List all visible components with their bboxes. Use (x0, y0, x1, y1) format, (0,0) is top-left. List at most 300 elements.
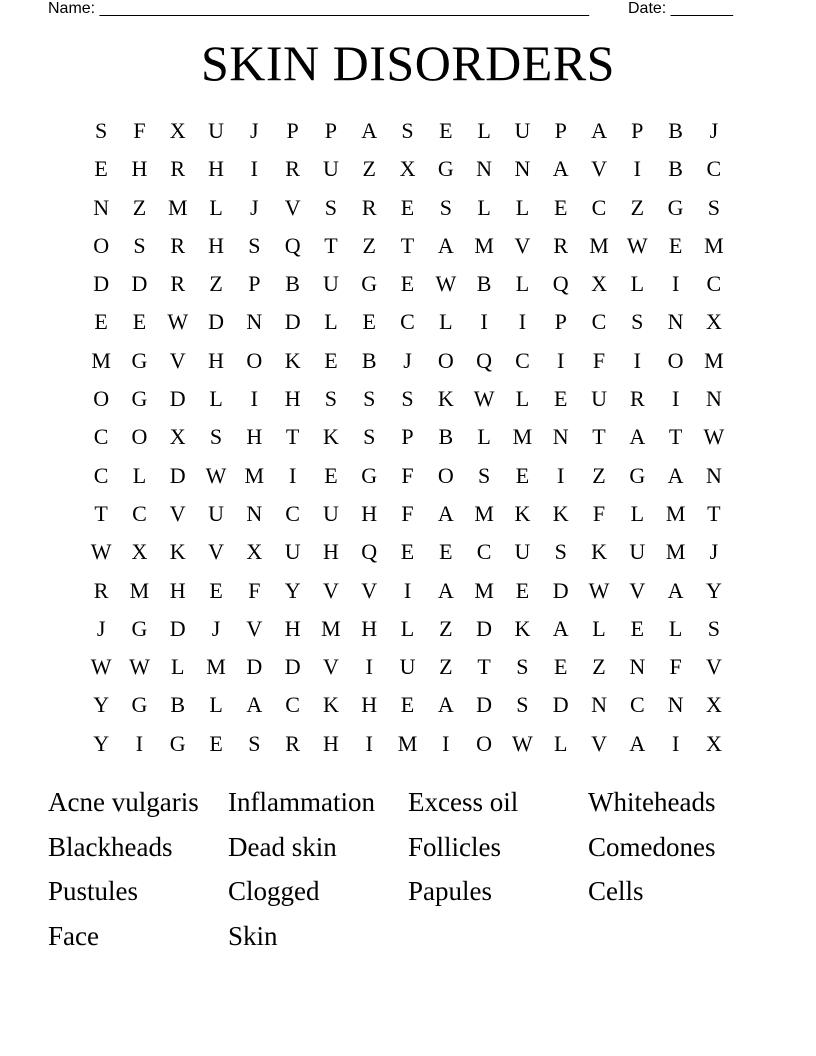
grid-letter: N (667, 692, 684, 718)
grid-letter: H (361, 692, 378, 718)
grid-letter: F (669, 654, 682, 680)
grid-letter: E (400, 539, 415, 565)
grid-letter: Z (209, 271, 223, 297)
grid-letter: M (244, 462, 265, 488)
word-list-item: Inflammation (228, 787, 375, 817)
grid-letter: I (403, 577, 412, 603)
grid-letter: B (361, 347, 377, 373)
grid-letter: L (132, 462, 147, 488)
grid-row (82, 495, 733, 533)
grid-letter: O (93, 386, 110, 412)
grid-letter: V (322, 577, 339, 603)
grid-letter: E (630, 615, 645, 641)
grid-letter: N (552, 424, 569, 450)
grid-letter: M (321, 615, 341, 641)
grid-row (82, 112, 733, 150)
grid-letter: W (588, 577, 610, 603)
grid-letter: T (400, 232, 415, 258)
grid-letter: G (131, 347, 148, 373)
grid-letter: L (477, 424, 491, 450)
grid-letter: D (476, 692, 493, 718)
grid-letter: S (324, 386, 338, 412)
grid-letter: R (170, 156, 186, 182)
grid-letter: H (169, 577, 186, 603)
grid-row (82, 189, 733, 227)
grid-letter: A (667, 462, 684, 488)
grid-letter: U (208, 500, 224, 526)
grid-letter: Y (93, 692, 110, 718)
grid-letter: L (592, 615, 606, 641)
grid-letter: C (93, 424, 109, 450)
grid-letter: U (591, 386, 607, 412)
grid-letter: A (246, 692, 263, 718)
grid-letter: V (169, 500, 186, 526)
grid-letter: A (591, 118, 607, 143)
grid-letter: B (170, 692, 186, 718)
grid-letter: D (131, 271, 148, 297)
grid-letter: I (442, 730, 450, 756)
grid-letter: K (514, 500, 531, 526)
grid-letter: M (704, 347, 724, 373)
grid-letter: A (437, 232, 454, 258)
grid-letter: I (557, 347, 565, 373)
grid-letter: C (285, 500, 300, 526)
grid-row (82, 610, 733, 648)
grid-letter: U (514, 118, 531, 143)
grid-letter: K (322, 692, 339, 718)
grid-letter: P (286, 118, 299, 143)
grid-letter: X (399, 156, 416, 182)
grid-letter: E (324, 462, 338, 488)
grid-letter: W (435, 271, 457, 297)
grid-letter: L (400, 615, 415, 641)
grid-letter: D (284, 309, 301, 335)
grid-letter: H (208, 156, 224, 182)
grid-letter: V (208, 539, 224, 565)
grid-letter: Q (284, 232, 301, 258)
grid-row (82, 457, 733, 495)
grid-letter: F (133, 118, 146, 143)
grid-letter: U (629, 539, 646, 565)
grid-letter: K (591, 539, 607, 565)
grid-letter: M (474, 232, 494, 258)
grid-letter: S (401, 386, 414, 412)
grid-letter: S (248, 232, 261, 258)
grid-letter: G (169, 730, 186, 756)
grid-letter: P (554, 118, 567, 143)
grid-letter: M (589, 232, 609, 258)
grid-row (82, 418, 733, 456)
grid-letter: H (284, 386, 301, 412)
grid-letter: I (671, 271, 680, 297)
grid-letter: T (477, 654, 491, 680)
grid-letter: P (631, 118, 644, 143)
grid-row (82, 686, 733, 724)
grid-letter: E (515, 462, 530, 488)
grid-row (82, 380, 733, 418)
grid-letter: E (94, 156, 108, 182)
grid-letter: M (665, 500, 686, 526)
grid-letter: E (209, 730, 223, 756)
grid-letter: M (704, 232, 724, 258)
grid-letter: D (169, 386, 186, 412)
grid-letter: Z (439, 615, 453, 641)
grid-letter: R (285, 156, 300, 182)
grid-letter: M (206, 654, 226, 680)
word-list-item: Blackheads (48, 831, 173, 862)
grid-letter: W (129, 654, 150, 680)
grid-letter: H (208, 347, 224, 373)
grid-letter: H (361, 500, 378, 526)
grid-letter: I (518, 309, 527, 335)
grid-letter: D (169, 462, 186, 488)
grid-letter: L (209, 194, 223, 220)
grid-letter: T (592, 424, 606, 450)
grid-letter: E (553, 386, 568, 412)
grid-letter: I (633, 347, 641, 373)
grid-letter: E (439, 539, 453, 565)
grid-letter: S (248, 730, 261, 756)
grid-letter: E (553, 194, 568, 220)
grid-letter: H (246, 424, 263, 450)
grid-letter: V (591, 156, 607, 182)
grid-letter: Q (361, 539, 378, 565)
grid-letter: X (705, 692, 722, 718)
grid-letter: Q (476, 347, 493, 373)
grid-row (82, 303, 733, 341)
grid-letter: V (514, 232, 531, 258)
grid-letter: H (131, 156, 148, 182)
grid-letter: W (167, 309, 189, 335)
grid-letter: G (437, 156, 454, 182)
word-list-item: Papules (408, 876, 492, 907)
grid-letter: P (401, 424, 414, 450)
grid-letter: E (400, 271, 415, 297)
letter-grid (82, 112, 733, 763)
grid-letter: X (246, 539, 263, 565)
grid-letter: M (474, 500, 494, 526)
grid-letter: J (96, 615, 106, 641)
grid-letter: H (284, 615, 301, 641)
grid-letter: T (94, 500, 108, 526)
grid-letter: N (246, 500, 263, 526)
grid-letter: J (403, 347, 412, 373)
grid-letter: G (629, 462, 646, 488)
word-list-item: Cells (588, 876, 644, 907)
grid-letter: E (553, 654, 568, 680)
grid-letter: N (246, 309, 263, 335)
grid-letter: C (591, 194, 607, 220)
grid-letter: K (437, 386, 454, 412)
grid-letter: R (361, 194, 377, 220)
grid-letter: B (668, 156, 683, 182)
grid-letter: K (322, 424, 339, 450)
grid-letter: S (209, 424, 223, 450)
grid-letter: F (592, 347, 606, 373)
grid-letter: I (633, 156, 641, 182)
grid-letter: M (91, 347, 111, 373)
grid-letter: K (169, 539, 186, 565)
grid-letter: B (476, 271, 492, 297)
grid-letter: E (439, 118, 453, 143)
grid-letter: N (591, 692, 607, 718)
grid-letter: X (705, 309, 722, 335)
grid-letter: C (93, 462, 109, 488)
grid-letter: L (171, 654, 185, 680)
grid-letter: R (553, 232, 569, 258)
header-line (48, 0, 768, 20)
grid-letter: L (630, 271, 645, 297)
grid-letter: N (667, 309, 684, 335)
grid-letter: Y (93, 730, 110, 756)
grid-letter: G (131, 692, 148, 718)
grid-letter: O (246, 347, 263, 373)
grid-letter: I (135, 730, 144, 756)
grid-letter: L (477, 194, 491, 220)
grid-letter: T (668, 424, 683, 450)
grid-letter: E (209, 577, 223, 603)
grid-letter: S (707, 615, 721, 641)
grid-row (82, 265, 733, 303)
grid-letter: A (629, 730, 646, 756)
grid-letter: S (95, 118, 108, 143)
grid-row (82, 572, 733, 610)
grid-letter: L (515, 386, 530, 412)
grid-letter: J (709, 539, 719, 565)
grid-letter: M (474, 577, 494, 603)
grid-letter: S (363, 424, 376, 450)
grid-letter: M (665, 539, 686, 565)
grid-letter: N (514, 156, 531, 182)
grid-letter: S (516, 654, 529, 680)
grid-letter: Z (592, 654, 606, 680)
grid-letter: G (131, 615, 148, 641)
word-list-item: Excess oil (408, 787, 519, 817)
grid-letter: U (322, 500, 339, 526)
grid-letter: A (667, 577, 684, 603)
grid-letter: V (284, 194, 301, 220)
grid-letter: M (129, 577, 150, 603)
grid-letter: G (131, 386, 148, 412)
grid-letter: A (629, 424, 646, 450)
grid-letter: D (552, 577, 569, 603)
grid-letter: L (553, 730, 568, 756)
grid-letter: W (703, 424, 725, 450)
name-field-label: Name: _______________________________________________________ (48, 0, 589, 17)
grid-letter: S (439, 194, 452, 220)
grid-letter: E (668, 232, 683, 258)
date-field-label: Date: _______ (628, 0, 733, 17)
grid-letter: U (208, 118, 224, 143)
grid-letter: D (169, 615, 186, 641)
grid-letter: I (671, 730, 680, 756)
grid-letter: J (250, 194, 259, 220)
grid-letter: L (209, 386, 223, 412)
grid-letter: C (476, 539, 492, 565)
grid-letter: O (93, 232, 110, 258)
grid-letter: Z (362, 232, 376, 258)
grid-letter: F (401, 462, 414, 488)
grid-letter: I (365, 654, 373, 680)
word-list-item: Face (48, 920, 99, 951)
grid-letter: V (169, 347, 186, 373)
grid-letter: C (400, 309, 415, 335)
grid-letter: I (250, 386, 258, 412)
grid-letter: M (397, 730, 418, 756)
grid-letter: G (667, 194, 684, 220)
grid-letter: L (515, 271, 530, 297)
grid-letter: S (477, 462, 491, 488)
grid-letter: U (284, 539, 301, 565)
grid-letter: A (437, 692, 454, 718)
grid-letter: E (400, 692, 415, 718)
grid-letter: N (705, 462, 722, 488)
grid-letter: N (93, 194, 110, 220)
grid-letter: S (324, 194, 338, 220)
grid-letter: J (709, 118, 719, 143)
word-list-item: Dead skin (228, 831, 337, 862)
grid-letter: W (626, 232, 648, 258)
grid-letter: E (324, 347, 338, 373)
grid-letter: K (514, 615, 531, 641)
grid-letter: E (94, 309, 108, 335)
grid-letter: W (205, 462, 227, 488)
grid-letter: S (707, 194, 721, 220)
grid-letter: U (399, 654, 416, 680)
grid-letter: E (362, 309, 376, 335)
word-list-item: Comedones (588, 831, 716, 862)
grid-letter: I (250, 156, 258, 182)
grid-letter: C (706, 271, 722, 297)
grid-letter: C (132, 500, 147, 526)
grid-letter: Z (362, 156, 376, 182)
grid-letter: V (705, 654, 722, 680)
grid-letter: U (514, 539, 531, 565)
grid-letter: E (515, 577, 530, 603)
word-list-item: Follicles (408, 831, 501, 862)
grid-letter: L (209, 692, 223, 718)
grid-letter: J (250, 118, 259, 143)
grid-letter: L (439, 309, 453, 335)
grid-letter: Z (132, 194, 147, 220)
grid-letter: O (437, 347, 454, 373)
grid-letter: A (552, 156, 569, 182)
grid-letter: T (707, 500, 721, 526)
grid-letter: R (170, 271, 186, 297)
grid-letter: N (629, 654, 646, 680)
grid-letter: F (248, 577, 261, 603)
word-list-item: Skin (228, 920, 278, 951)
word-list-item: Clogged (228, 876, 320, 907)
grid-letter: A (437, 577, 454, 603)
grid-letter: M (167, 194, 188, 220)
grid-letter: Z (630, 194, 645, 220)
grid-letter: H (322, 539, 339, 565)
grid-letter: D (552, 692, 569, 718)
grid-row (82, 227, 733, 265)
grid-letter: V (361, 577, 378, 603)
grid-letter: W (512, 730, 533, 756)
grid-letter: H (208, 232, 224, 258)
grid-letter: N (705, 386, 722, 412)
grid-letter: Z (592, 462, 606, 488)
grid-row (82, 150, 733, 188)
grid-letter: S (401, 118, 414, 143)
grid-letter: H (322, 730, 339, 756)
grid-letter: G (361, 462, 378, 488)
page-title: SKIN DISORDERS (200, 35, 615, 91)
grid-letter: V (322, 654, 339, 680)
grid-letter: K (552, 500, 569, 526)
grid-letter: C (629, 692, 645, 718)
grid-letter: C (591, 309, 607, 335)
grid-letter: Z (439, 654, 453, 680)
grid-letter: Q (552, 271, 569, 297)
grid-letter: C (706, 156, 722, 182)
grid-letter: V (591, 730, 607, 756)
grid-letter: R (629, 386, 645, 412)
grid-letter: X (169, 118, 186, 143)
grid-letter: D (93, 271, 110, 297)
grid-letter: X (131, 539, 148, 565)
grid-letter: E (400, 194, 415, 220)
grid-letter: A (552, 615, 569, 641)
grid-letter: S (516, 692, 529, 718)
grid-letter: V (246, 615, 263, 641)
grid-letter: D (284, 654, 301, 680)
grid-letter: H (361, 615, 378, 641)
grid-letter: B (285, 271, 300, 297)
grid-letter: L (515, 194, 530, 220)
grid-letter: X (169, 424, 186, 450)
grid-letter: R (285, 730, 300, 756)
grid-letter: I (288, 462, 297, 488)
grid-letter: D (476, 615, 493, 641)
grid-letter: Y (284, 577, 301, 603)
word-list-item: Whiteheads (588, 787, 716, 817)
grid-letter: C (285, 692, 300, 718)
grid-letter: J (211, 615, 221, 641)
grid-letter: X (591, 271, 607, 297)
grid-letter: R (93, 577, 109, 603)
grid-row (82, 725, 733, 763)
grid-letter: S (554, 539, 567, 565)
grid-letter: C (515, 347, 530, 373)
grid-row (82, 533, 733, 571)
grid-letter: T (285, 424, 300, 450)
grid-letter: W (473, 386, 495, 412)
grid-letter: Y (705, 577, 722, 603)
grid-letter: D (246, 654, 263, 680)
grid-letter: R (170, 232, 186, 258)
grid-letter: A (437, 500, 454, 526)
grid-letter: O (667, 347, 684, 373)
grid-letter: U (322, 156, 339, 182)
grid-letter: I (480, 309, 488, 335)
grid-letter: E (132, 309, 147, 335)
grid-letter: F (592, 500, 606, 526)
grid-letter: X (705, 730, 722, 756)
grid-letter: L (477, 118, 491, 143)
grid-letter: G (361, 271, 378, 297)
word-list (48, 780, 768, 958)
grid-letter: P (324, 118, 338, 143)
grid-row (82, 342, 733, 380)
grid-letter: P (554, 309, 567, 335)
grid-letter: O (131, 424, 148, 450)
word-list-item: Acne vulgaris (48, 787, 199, 817)
grid-letter: W (90, 654, 112, 680)
